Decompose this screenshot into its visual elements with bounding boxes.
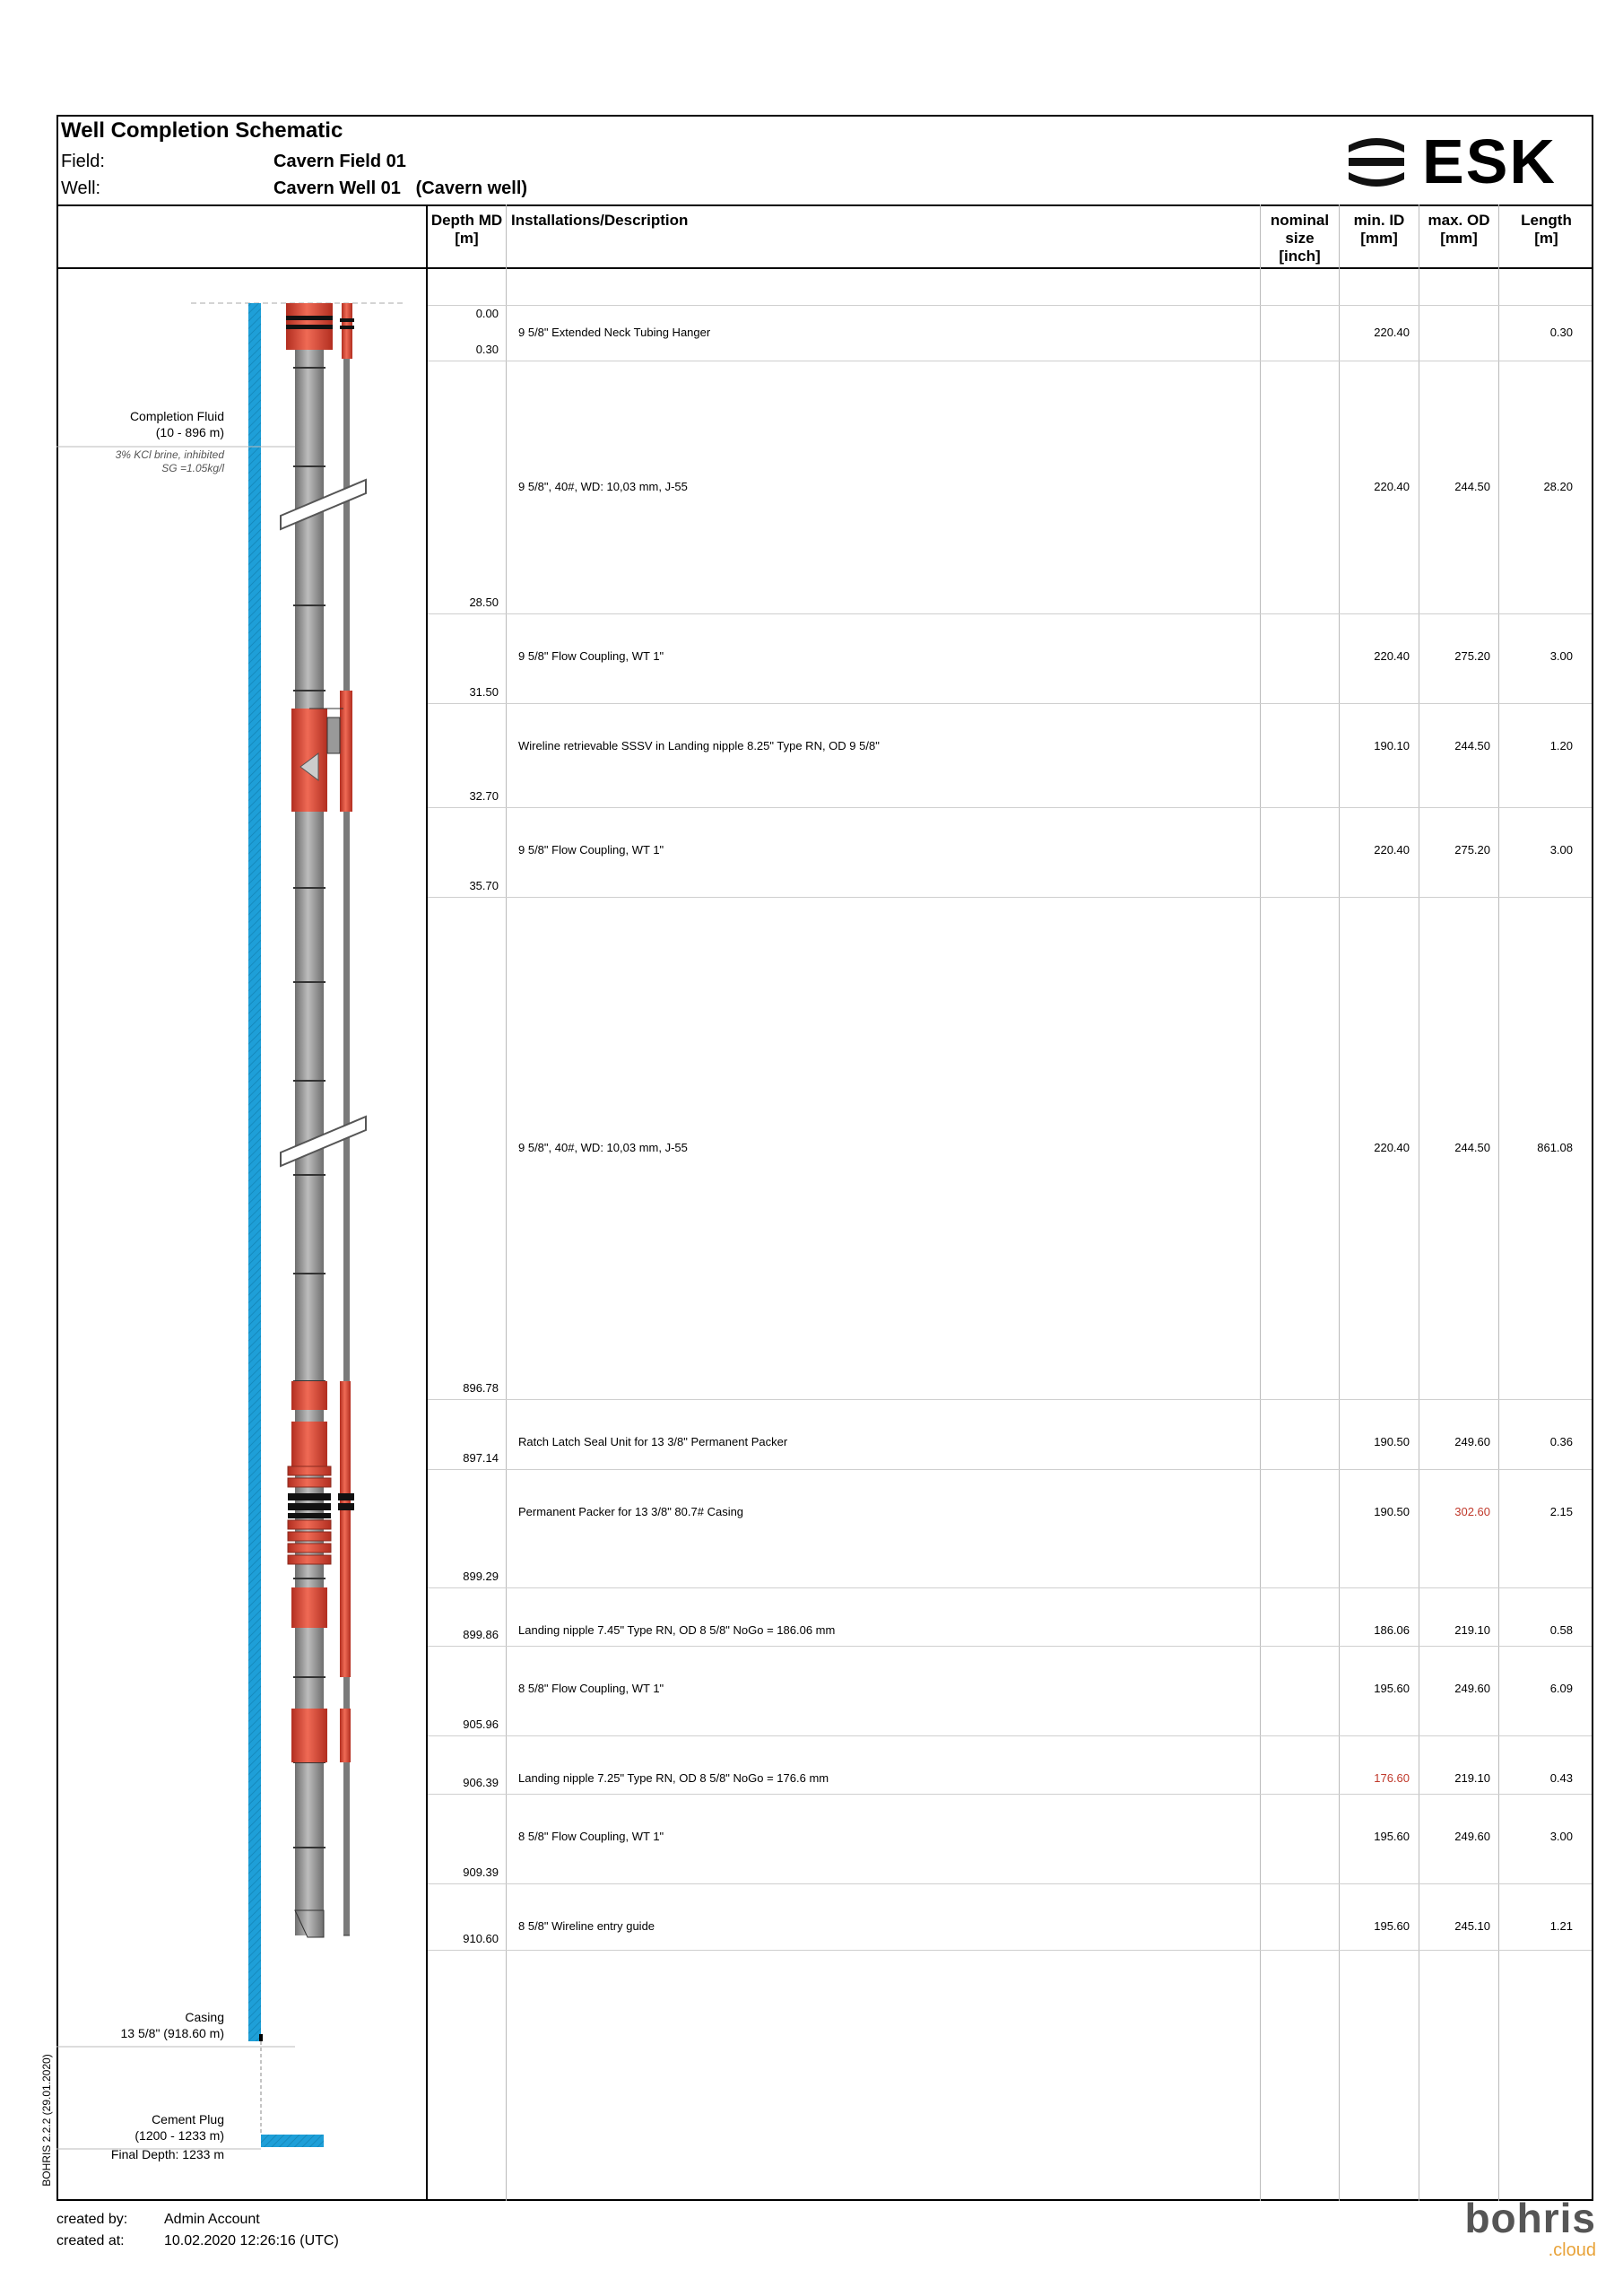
depth-bottom: 897.14 (463, 1451, 499, 1465)
colhead-depth-line2: [m] (455, 230, 479, 247)
colhead-nominal (1261, 212, 1339, 265)
row-description: Permanent Packer for 13 3/8" 80.7# Casing (518, 1505, 744, 1518)
row-max-od: 249.60 (1454, 1682, 1490, 1695)
row-divider (428, 305, 1592, 306)
well-schematic (56, 269, 426, 2201)
row-min-id: 220.40 (1374, 480, 1410, 493)
row-length: 2.15 (1549, 1505, 1573, 1518)
row-divider (428, 1735, 1592, 1736)
row-divider (428, 1646, 1592, 1647)
created-by-label: created by: (56, 2212, 128, 2227)
bohris-logo-sub: .cloud (1548, 2240, 1596, 2260)
row-length: 3.00 (1549, 843, 1573, 857)
casing-label (63, 2009, 224, 2041)
esk-logo-mark-icon (1345, 127, 1408, 196)
row-min-id: 220.40 (1374, 649, 1410, 663)
row-max-od: 302.60 (1454, 1505, 1490, 1518)
casing-title: Casing (185, 2010, 224, 2024)
row-min-id: 195.60 (1374, 1919, 1410, 1933)
row-max-od: 275.20 (1454, 843, 1490, 857)
depth-bottom: 909.39 (463, 1866, 499, 1879)
fluid-label (63, 408, 224, 440)
row-description: Wireline retrievable SSSV in Landing nipple 8.25" Type RN, OD 9 5/8" (518, 739, 880, 752)
depth-bottom: 899.29 (463, 1570, 499, 1583)
row-max-od: 244.50 (1454, 739, 1490, 752)
row-max-od: 219.10 (1454, 1623, 1490, 1637)
colhead-nominal-line1: nominal (1270, 212, 1330, 229)
depth-bottom: 905.96 (463, 1718, 499, 1731)
row-max-od: 244.50 (1454, 480, 1490, 493)
fluid-title: Completion Fluid (129, 409, 224, 423)
fluid-desc (63, 448, 224, 475)
plug-label (63, 2111, 224, 2144)
fluid-desc-line2: SG =1.05kg/l (161, 462, 224, 474)
col-sep-nominal (1339, 204, 1340, 2201)
header-divider (56, 204, 1593, 206)
fluid-range: (10 - 896 m) (155, 425, 224, 439)
row-divider (428, 1950, 1592, 1951)
field-label: Field: (61, 152, 105, 171)
row-length: 1.21 (1549, 1919, 1573, 1933)
colhead-depth (428, 212, 506, 248)
row-max-od: 275.20 (1454, 649, 1490, 663)
colhead-description: Installations/Description (511, 212, 689, 229)
colhead-minid (1340, 212, 1419, 248)
row-divider (428, 1469, 1592, 1470)
colhead-minid-line1: min. ID (1353, 212, 1405, 229)
esk-logo (1345, 127, 1587, 196)
row-divider (428, 613, 1592, 614)
depth-bottom: 906.39 (463, 1776, 499, 1789)
row-min-id: 195.60 (1374, 1682, 1410, 1695)
row-min-id: 186.06 (1374, 1623, 1410, 1637)
plug-range: (1200 - 1233 m) (135, 2128, 224, 2143)
row-divider (428, 1399, 1592, 1400)
row-description: 9 5/8", 40#, WD: 10,03 mm, J-55 (518, 480, 688, 493)
well-value: Cavern Well 01 (Cavern well) (273, 178, 528, 198)
row-description: 8 5/8" Flow Coupling, WT 1" (518, 1830, 664, 1843)
row-min-id: 220.40 (1374, 1141, 1410, 1154)
depth-bottom: 31.50 (469, 685, 499, 699)
plug-title: Cement Plug (152, 2112, 224, 2126)
row-length: 0.58 (1549, 1623, 1573, 1637)
version-label: BOHRIS 2.2.2 (29.01.2020) (40, 2054, 53, 2187)
page-title: Well Completion Schematic (61, 118, 343, 143)
row-length: 28.20 (1543, 480, 1573, 493)
row-length: 3.00 (1549, 649, 1573, 663)
depth-bottom: 35.70 (469, 879, 499, 892)
colhead-maxod-line1: max. OD (1428, 212, 1490, 229)
row-length: 861.08 (1537, 1141, 1573, 1154)
well-label: Well: (61, 178, 101, 198)
colhead-length (1499, 212, 1593, 248)
row-description: Landing nipple 7.25" Type RN, OD 8 5/8" NoGo = 176.6 mm (518, 1771, 829, 1785)
depth-bottom: 910.60 (463, 1932, 499, 1945)
created-at-value: 10.02.2020 12:26:16 (UTC) (164, 2233, 339, 2248)
created-at-label: created at: (56, 2233, 125, 2248)
row-divider (428, 897, 1592, 898)
row-max-od: 249.60 (1454, 1830, 1490, 1843)
col-sep-maxod (1498, 204, 1499, 2201)
colhead-length-line1: Length (1521, 212, 1572, 229)
row-description: 8 5/8" Wireline entry guide (518, 1919, 655, 1933)
col-sep-schematic (426, 204, 428, 2201)
row-max-od: 245.10 (1454, 1919, 1490, 1933)
row-length: 0.36 (1549, 1435, 1573, 1448)
depth-bottom: 0.30 (475, 343, 499, 356)
field-value: Cavern Field 01 (273, 152, 406, 171)
col-sep-depth (506, 204, 507, 2201)
row-length: 6.09 (1549, 1682, 1573, 1695)
row-divider (428, 807, 1592, 808)
depth-bottom: 32.70 (469, 789, 499, 803)
row-min-id: 220.40 (1374, 843, 1410, 857)
row-max-od: 249.60 (1454, 1435, 1490, 1448)
depth-bottom: 896.78 (463, 1381, 499, 1395)
colhead-depth-line1: Depth MD (430, 212, 503, 229)
row-min-id: 220.40 (1374, 326, 1410, 339)
bohris-logo-text: bohris (1464, 2195, 1596, 2241)
row-divider (428, 1794, 1592, 1795)
row-min-id: 190.50 (1374, 1435, 1410, 1448)
row-length: 1.20 (1549, 739, 1573, 752)
row-min-id: 176.60 (1374, 1771, 1410, 1785)
depth-bottom: 28.50 (469, 596, 499, 609)
row-description: 8 5/8" Flow Coupling, WT 1" (518, 1682, 664, 1695)
row-description: Ratch Latch Seal Unit for 13 3/8" Permanent Packer (518, 1435, 788, 1448)
colhead-nominal-line3: [inch] (1279, 248, 1321, 265)
casing-size: 13 5/8" (918.60 m) (120, 2026, 224, 2040)
row-length: 0.30 (1549, 326, 1573, 339)
colhead-minid-line2: [mm] (1360, 230, 1398, 247)
row-description: 9 5/8" Flow Coupling, WT 1" (518, 843, 664, 857)
row-description: 9 5/8", 40#, WD: 10,03 mm, J-55 (518, 1141, 688, 1154)
row-description: 9 5/8" Extended Neck Tubing Hanger (518, 326, 711, 339)
row-length: 3.00 (1549, 1830, 1573, 1843)
row-max-od: 219.10 (1454, 1771, 1490, 1785)
row-divider (428, 1883, 1592, 1884)
tubing-string (295, 303, 324, 1935)
bohris-logo (1453, 2194, 1596, 2266)
colhead-nominal-line2: size (1285, 230, 1315, 247)
row-max-od: 244.50 (1454, 1141, 1490, 1154)
col-sep-desc (1260, 204, 1261, 2201)
row-description: Landing nipple 7.45" Type RN, OD 8 5/8" NoGo = 186.06 mm (518, 1623, 836, 1637)
row-min-id: 190.50 (1374, 1505, 1410, 1518)
row-description: 9 5/8" Flow Coupling, WT 1" (518, 649, 664, 663)
depth-top: 0.00 (475, 307, 499, 320)
final-depth-label: Final Depth: 1233 m (110, 2147, 224, 2161)
row-min-id: 190.10 (1374, 739, 1410, 752)
esk-logo-text: ESK (1422, 126, 1557, 196)
row-divider (428, 703, 1592, 704)
row-length: 0.43 (1549, 1771, 1573, 1785)
row-divider (428, 1587, 1592, 1588)
colhead-length-line2: [m] (1534, 230, 1558, 247)
depth-bottom: 899.86 (463, 1628, 499, 1641)
colhead-maxod (1419, 212, 1498, 248)
created-by-value: Admin Account (164, 2212, 260, 2227)
fluid-desc-line1: 3% KCl brine, inhibited (115, 448, 224, 461)
row-min-id: 195.60 (1374, 1830, 1410, 1843)
colhead-maxod-line2: [mm] (1440, 230, 1478, 247)
